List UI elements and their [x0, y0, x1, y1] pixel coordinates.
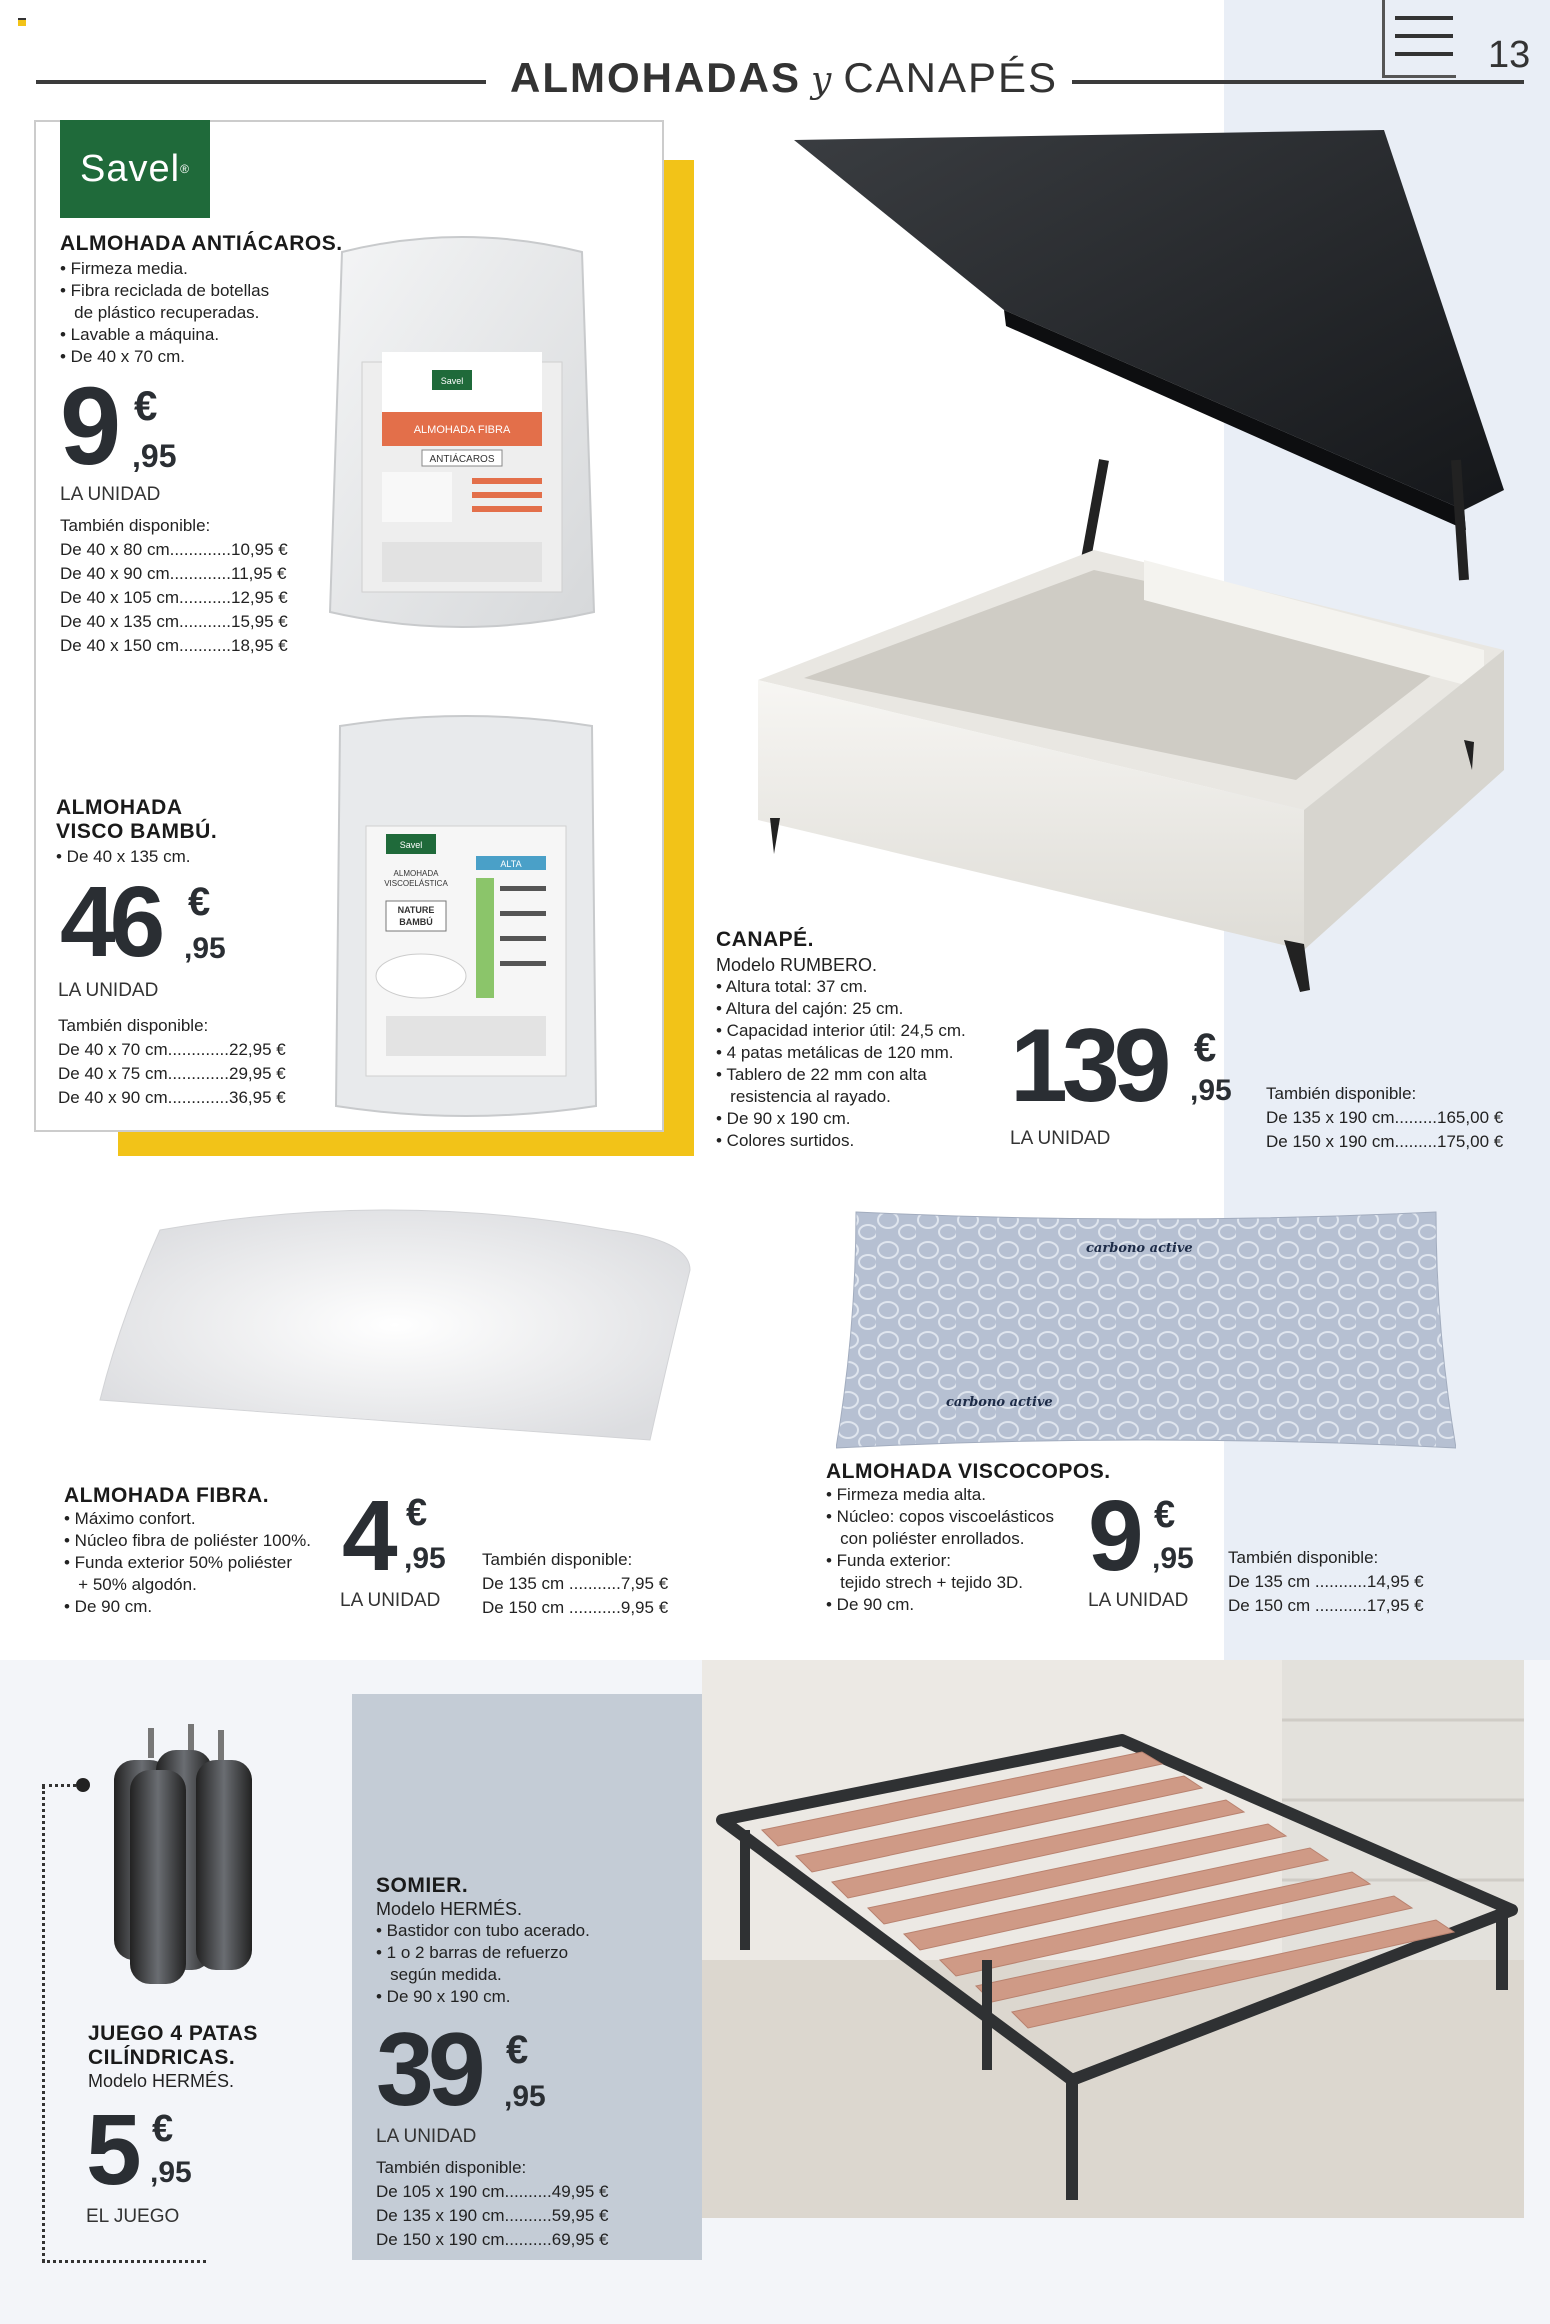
- hamburger-menu-icon[interactable]: [1382, 0, 1456, 78]
- somier-model: Modelo HERMÉS.: [376, 1899, 523, 1919]
- fibra-availability: También disponible: De 135 cm ...........7,95 € De 150 cm ...........9,95 €: [482, 1550, 669, 1617]
- dotted-frame-bottom: [42, 2260, 206, 2263]
- patas-model: Modelo HERMÉS.: [88, 2071, 235, 2091]
- dotted-frame-left: [42, 1786, 45, 2262]
- somier-availability: También disponible: De 105 x 190 cm..........49,95 € De 135 x 190 cm..........59,95 € De 150 x 190 cm..........69,95 €: [376, 2158, 609, 2249]
- svg-text:ALTA: ALTA: [500, 859, 522, 869]
- antiacaros-bullets: • Firmeza media. • Fibra reciclada de botellas de plástico recuperadas. • Lavable a máquina. • De 40 x 70 cm.: [60, 259, 270, 366]
- antiacaros-availability: También disponible: De 40 x 80 cm.............10,95 € De 40 x 90 cm.............11,95 € De 40 x 105 cm...........12,95 € De 40 x 135 cm...........15,95 € De 40 x 150 cm...........18,95 €: [60, 516, 288, 655]
- viscocopos-bullets: • Firmeza media alta. • Núcleo: copos viscoelásticos con poliéster enrollados. • Funda exterior: tejido strech + tejido 3D. • De 90 cm.: [826, 1485, 1054, 1614]
- fibra-pillow-image: [90, 1200, 700, 1450]
- svg-text:BAMBÚ: BAMBÚ: [399, 917, 433, 927]
- svg-text:carbono active: carbono active: [1086, 1241, 1193, 1256]
- canape-image: [744, 130, 1518, 1010]
- svg-text:Savel: Savel: [440, 376, 464, 386]
- title-connector: y: [810, 60, 834, 101]
- svg-text:VISCOELÁSTICA: VISCOELÁSTICA: [384, 879, 448, 888]
- somier-title: SOMIER.: [376, 1874, 469, 1897]
- svg-text:ANTIÁCAROS: ANTIÁCAROS: [429, 454, 495, 465]
- svg-text:ALMOHADA FIBRA: ALMOHADA FIBRA: [413, 424, 511, 436]
- canape-bullets: • Altura total: 37 cm. • Altura del cajón: 25 cm. • Capacidad interior útil: 24,5 cm. • 4 patas metálicas de 120 mm. • Tablero de 22 mm con alta resistencia al rayado. • De 90 x 190 cm. • Colores surtidos.: [716, 977, 966, 1150]
- yellow-accent-vertical: [664, 160, 694, 1152]
- page-title: [510, 54, 1058, 102]
- somier-image: [702, 1660, 1524, 2218]
- page-number: 13: [1488, 34, 1531, 76]
- corner-mark: [18, 18, 26, 26]
- patas-image: [100, 1720, 270, 1990]
- visco-bambu-bullets: • De 40 x 135 cm.: [56, 847, 191, 866]
- visco-bambu-package-image: [326, 706, 606, 1126]
- svg-text:NATURE: NATURE: [397, 905, 435, 915]
- visco-bambu-title: ALMOHADA VISCO BAMBÚ.: [56, 796, 218, 843]
- pointer-dot: [76, 1778, 90, 1792]
- fibra-title: ALMOHADA FIBRA.: [64, 1484, 270, 1507]
- svg-text:Savel: Savel: [399, 840, 423, 850]
- viscocopos-title: ALMOHADA VISCOCOPOS.: [826, 1460, 1111, 1483]
- visco-bambu-availability: También disponible: De 40 x 70 cm.............22,95 € De 40 x 75 cm.............29,95 € De 40 x 90 cm.............36,95 €: [58, 1016, 286, 1107]
- header-rule-right: [1072, 80, 1524, 84]
- yellow-accent-horizontal: [118, 1132, 694, 1156]
- svg-text:ALMOHADA: ALMOHADA: [393, 869, 439, 878]
- viscocopos-availability: También disponible: De 135 cm ...........14,95 € De 150 cm ...........17,95 €: [1228, 1548, 1424, 1615]
- title-part2: CANAPÉS: [843, 54, 1059, 101]
- fibra-bullets: • Máximo confort. • Núcleo fibra de poliéster 100%. • Funda exterior 50% poliéster + 50% algodón. • De 90 cm.: [64, 1509, 311, 1616]
- antiacaros-title: ALMOHADA ANTIÁCAROS.: [60, 232, 343, 255]
- canape-title: CANAPÉ.: [716, 928, 815, 951]
- header-rule-left: [36, 80, 486, 84]
- svg-text:carbono active: carbono active: [946, 1395, 1053, 1410]
- canape-availability: También disponible: De 135 x 190 cm.........165,00 € De 150 x 190 cm.........175,00 €: [1266, 1084, 1504, 1151]
- viscocopos-pillow-image: [836, 1210, 1456, 1450]
- somier-bullets: • Bastidor con tubo acerado. • 1 o 2 barras de refuerzo según medida. • De 90 x 190 cm.: [376, 1921, 590, 2006]
- antiacaros-package-image: [322, 222, 602, 642]
- title-part1: ALMOHADAS: [510, 54, 801, 101]
- savel-logo: Savel ®: [60, 120, 210, 218]
- patas-title: JUEGO 4 PATAS CILÍNDRICAS.: [88, 2022, 258, 2069]
- canape-model: Modelo RUMBERO.: [716, 955, 878, 975]
